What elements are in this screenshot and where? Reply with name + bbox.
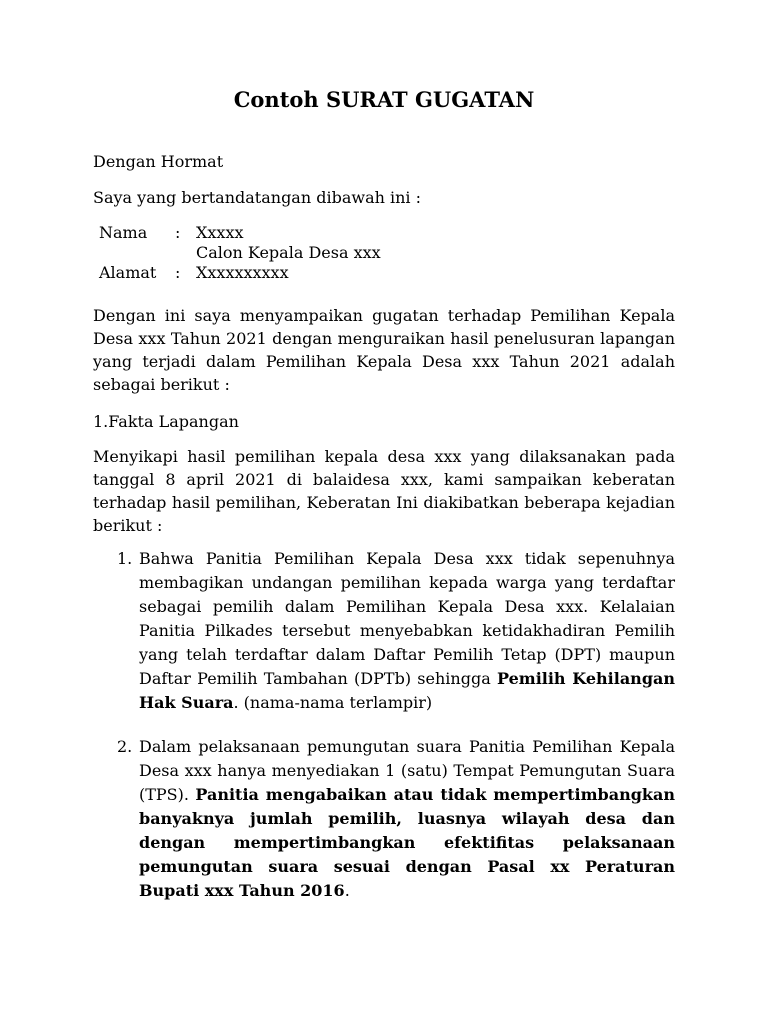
field-nama-label: Nama <box>99 223 148 242</box>
list-item-2-body: Dalam pelaksanaan pemungutan suara Panitia Pemilihan Kepala Desa xxx hanya menyediakan 1 (satu) Tempat Pemungutan Suara (TPS). <box>139 737 675 804</box>
intro-line: Saya yang bertandatangan dibawah ini : <box>93 188 422 207</box>
list-item-2-tail: . <box>344 881 350 900</box>
greeting: Dengan Hormat <box>93 152 224 171</box>
list-item-1-text <box>139 547 675 715</box>
document-title: Contoh SURAT GUGATAN <box>233 87 535 112</box>
field-alamat-colon: : <box>175 263 181 282</box>
field-nama-value-2: Calon Kepala Desa xxx <box>196 243 381 262</box>
field-alamat-value: Xxxxxxxxxx <box>196 263 289 282</box>
paragraph-fakta: Menyikapi hasil pemilihan kepala desa xxx yang dilaksanakan pada tanggal 8 april 2021 di balaidesa xxx, kami sampaikan keberatan terhadap hasil pemilihan, Keberatan Ini diakibatkan beberapa kejadian berikut : <box>93 447 675 535</box>
list-item-1-body: Bahwa Panitia Pemilihan Kepala Desa xxx tidak sepenuhnya membagikan undangan pemilihan kepada warga yang terdaftar sebagai pemilih dalam Pemilihan Kepala Desa xxx. Kelalaian Panitia Pilkades tersebut menyebabkan ketidakhadiran Pemilih yang telah terdaftar dalam Daftar Pemilih Tetap (DPT) maupun Daftar Pemilih Tambahan (DPTb) sehingga <box>139 549 675 688</box>
list-item-2-text <box>139 735 675 903</box>
list-item-1-number: 1. <box>117 549 133 568</box>
list-item-1-bold: Pemilih Kehilangan Hak Suara <box>139 669 676 712</box>
field-nama-value: Xxxxx <box>196 223 244 242</box>
field-alamat-label: Alamat <box>99 263 157 282</box>
list-item-2-bold: Panitia mengabaikan atau tidak mempertimbangkan banyaknya jumlah pemilih, luasnya wilayah desa dan dengan mempertimbangkan efektifitas pelaksanaan pemungutan suara sesuai dengan Pasal xx Peraturan Bupati xxx Tahun 2016 <box>139 785 675 900</box>
section-heading-fakta: 1.Fakta Lapangan <box>93 412 239 431</box>
field-nama-colon: : <box>175 223 181 242</box>
list-item-2-number: 2. <box>117 737 133 756</box>
list-item-1-tail: . (nama-nama terlampir) <box>233 693 433 712</box>
paragraph-intro: Dengan ini saya menyampaikan gugatan terhadap Pemilihan Kepala Desa xxx Tahun 2021 dengan menguraikan hasil penelusuran lapangan yang terjadi dalam Pemilihan Kepala Desa xxx Tahun 2021 adalah sebagai berikut : <box>93 306 675 394</box>
